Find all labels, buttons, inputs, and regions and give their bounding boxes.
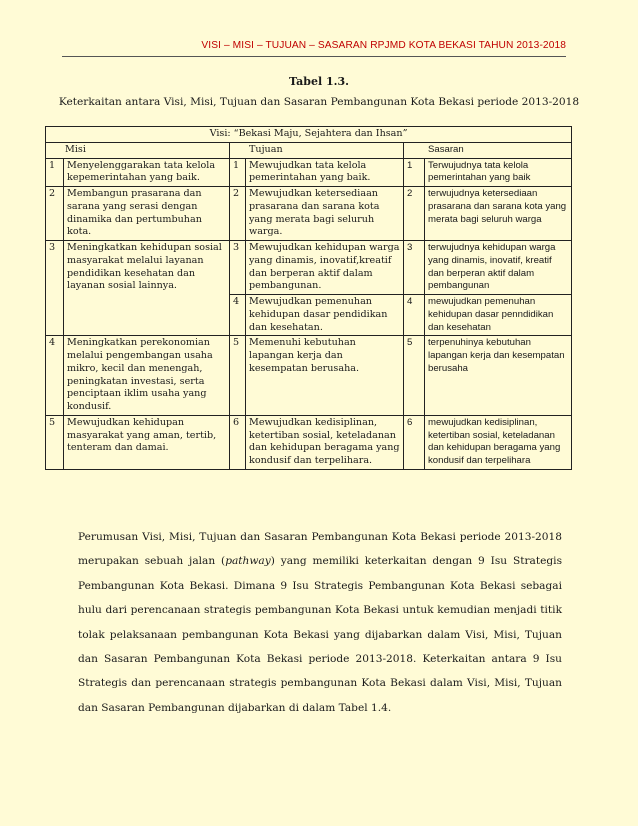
italic-term: pathway [225, 555, 271, 568]
sasaran-text: terpenuhinya kebutuhan lapangan kerja dan kesempatan berusaha [425, 336, 572, 416]
misi-number: 2 [46, 187, 64, 241]
table-title: Tabel 1.3. [289, 75, 349, 88]
misi-number: 4 [46, 336, 64, 416]
misi-number: 3 [46, 241, 64, 336]
tujuan-text: Mewujudkan tata kelola pemerintahan yang baik. [246, 158, 404, 187]
sasaran-number: 5 [404, 336, 425, 416]
body-paragraph: Perumusan Visi, Misi, Tujuan dan Sasaran Pembangunan Kota Bekasi periode 2013-2018 merupakan sebuah jalan (pathway) yang memiliki keterkaitan dengan 9 Isu Strategis Pembangunan Kota Bekasi. Dimana 9 Isu Strategis Pembangunan Kota Bekasi sebagai hulu dari perencanaan strategis pembangunan Kota Bekasi untuk kemudian menjadi titik tolak pelaksanaan pembangunan Kota Bekasi yang dijabarkan dalam Visi, Misi, Tujuan dan Sasaran Pembangunan Kota Bekasi periode 2013-2018. Keterkaitan antara 9 Isu Strategis dan perencanaan strategis pembangunan Kota Bekasi dalam Visi, Misi, Tujuan dan Sasaran Pembangunan dijabarkan di dalam Tabel 1.4. [78, 531, 563, 714]
running-header: VISI – MISI – TUJUAN – SASARAN RPJMD KOTA BEKASI TAHUN 2013-2018 [201, 40, 566, 51]
visi-misi-table [45, 126, 572, 470]
table-row [46, 187, 572, 241]
column-header-misi: Misi [46, 142, 230, 158]
visi-cell: Visi: “Bekasi Maju, Sejahtera dan Ihsan” [46, 127, 572, 143]
sasaran-number: 1 [404, 158, 425, 187]
tujuan-text: Memenuhi kebutuhan lapangan kerja dan kesempatan berusaha. [246, 336, 404, 416]
tujuan-text: Mewujudkan pemenuhan kehidupan dasar pendidikan dan kesehatan. [246, 295, 404, 336]
visi-row [46, 127, 572, 143]
column-header-tujuan: Tujuan [230, 142, 404, 158]
sasaran-number: 2 [404, 187, 425, 241]
table-row [46, 336, 572, 416]
tujuan-number: 1 [230, 158, 246, 187]
tujuan-number: 5 [230, 336, 246, 416]
sasaran-text: terwujudnya ketersediaan prasarana dan sarana kota yang merata bagi seluruh warga [425, 187, 572, 241]
tujuan-text: Mewujudkan ketersediaan prasarana dan sarana kota yang merata bagi seluruh warga. [246, 187, 404, 241]
misi-text: Mewujudkan kehidupan masyarakat yang aman, tertib, tenteram dan damai. [64, 415, 230, 469]
tujuan-number: 3 [230, 241, 246, 295]
sasaran-number: 6 [404, 415, 425, 469]
tujuan-number: 6 [230, 415, 246, 469]
tujuan-text: Mewujudkan kedisiplinan, ketertiban sosial, keteladanan dan kehidupan beragama yang kondusif dan terpelihara. [246, 415, 404, 469]
table-row [46, 241, 572, 295]
sasaran-text: Terwujudnya tata kelola pemerintahan yang baik [425, 158, 572, 187]
table-caption: Keterkaitan antara Visi, Misi, Tujuan dan Sasaran Pembangunan Kota Bekasi periode 2013-2018 [58, 96, 580, 108]
sasaran-text: mewujudkan kedisiplinan, ketertiban sosial, keteladanan dan kehidupan beragama yang kondusif dan terpelihara [425, 415, 572, 469]
table-row [46, 158, 572, 187]
sasaran-number: 3 [404, 241, 425, 295]
tujuan-number: 2 [230, 187, 246, 241]
tujuan-number: 4 [230, 295, 246, 336]
misi-text: Menyelenggarakan tata kelola kepemerintahan yang baik. [64, 158, 230, 187]
column-header-row [46, 142, 572, 158]
header-rule [62, 56, 566, 57]
sasaran-text: terwujudnya kehidupan warga yang dinamis, inovatif, kreatif dan berperan aktif dalam pembangunan [425, 241, 572, 295]
misi-text: Meningkatkan perekonomian melalui pengembangan usaha mikro, kecil dan menengah, peningkatan investasi, serta penciptaan iklim usaha yang kondusif. [64, 336, 230, 416]
sasaran-text: mewujudkan pemenuhan kehidupan dasar penndidikan dan kesehatan [425, 295, 572, 336]
misi-number: 1 [46, 158, 64, 187]
tujuan-text: Mewujudkan kehidupan warga yang dinamis, inovatif,kreatif dan berperan aktif dalam pembangunan. [246, 241, 404, 295]
table-row [46, 415, 572, 469]
misi-number: 5 [46, 415, 64, 469]
misi-text: Membangun prasarana dan sarana yang serasi dengan dinamika dan pertumbuhan kota. [64, 187, 230, 241]
sasaran-number: 4 [404, 295, 425, 336]
column-header-sasaran: Sasaran [404, 142, 572, 158]
misi-text: Meningkatkan kehidupan sosial masyarakat melalui layanan pendidikan kesehatan dan layanan sosial lainnya. [64, 241, 230, 336]
